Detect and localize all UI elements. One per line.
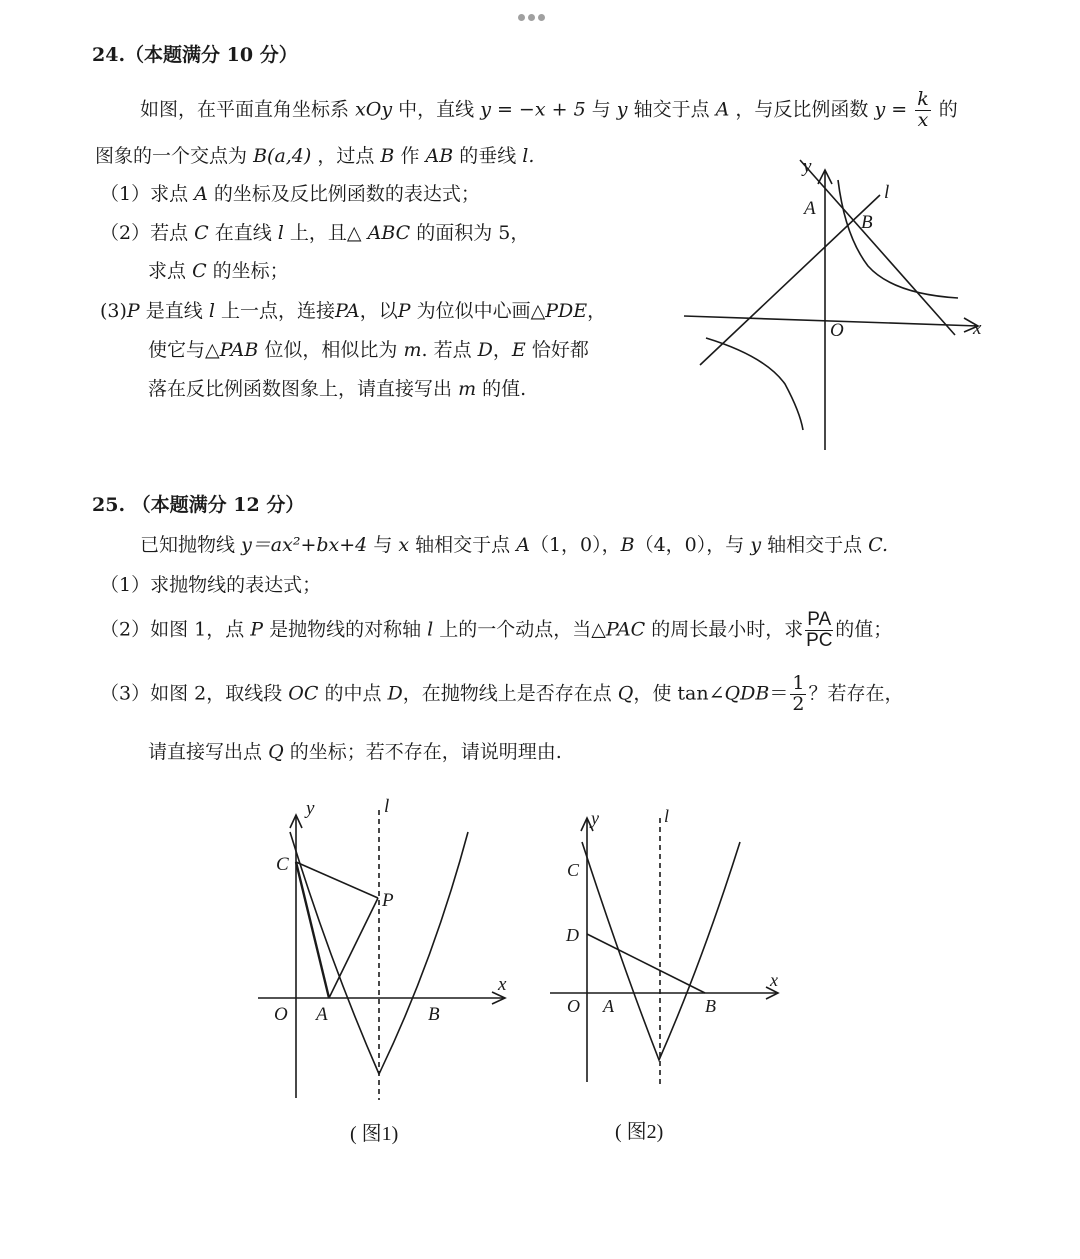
fig2-label-A: A (603, 996, 614, 1016)
fig1-label-A: A (316, 1004, 328, 1025)
q25-math: y＝ax²+bx+4 (241, 534, 368, 556)
q25-text: ？若存在， (808, 682, 904, 705)
q25-text: ＝ (769, 682, 789, 705)
q24-text: 上，且△ (289, 222, 362, 244)
q24-math: y = −x + 5 (480, 98, 586, 121)
q25-math: OC (288, 682, 319, 705)
q24-text: 在直线 (214, 222, 272, 244)
q24-math: D (477, 339, 493, 361)
q25-text: （1，0）， (529, 534, 621, 556)
q25-figure-2 (545, 795, 790, 1155)
q24-text: （1）求点 (100, 183, 189, 205)
q24-math: l (208, 300, 215, 322)
fraction-numerator: k (917, 88, 929, 110)
q24-part2-line2 (148, 256, 289, 283)
hyperbola-branch-lower (706, 338, 803, 430)
q24-title: 24.（本题满分 10 分） (92, 44, 298, 66)
fig2-label-x: x (770, 970, 778, 990)
q25-text: （3）如图 2，取线段 (100, 682, 283, 705)
q24-intro-line1 (140, 90, 958, 131)
q25-text: ，在抛物线上是否存在点 (402, 682, 612, 705)
q25-text: 轴相交于点 (767, 534, 863, 556)
q24-math: AB (425, 145, 454, 167)
q24-text: 中，直线 (398, 98, 475, 121)
q24-text: 的面积为 5， (416, 222, 530, 244)
q24-figure (670, 150, 990, 460)
q24-text: 为位似中心画△ (416, 300, 546, 322)
q25-intro (140, 530, 888, 557)
segment-CP (296, 862, 378, 898)
q24-part3 (100, 296, 606, 323)
fig1-label-B: B (428, 1004, 440, 1025)
fig24-label-x: x (973, 318, 982, 339)
q25-text: 与 (373, 534, 393, 556)
q24-math: P (397, 300, 411, 322)
more-dots-icon[interactable] (518, 6, 548, 25)
fig24-label-A: A (804, 198, 816, 219)
fig2-label-C: C (567, 860, 580, 880)
q24-text: 轴交于点 (633, 98, 710, 121)
fig24-label-l: l (884, 182, 890, 203)
q24-text: 的 (938, 98, 958, 121)
q24-text: ， (492, 339, 512, 361)
q24-math: xOy (355, 98, 393, 121)
q25-part2 (100, 610, 892, 651)
q24-text: 与 (591, 98, 611, 121)
q24-math: P (126, 300, 140, 322)
fig1-label-O: O (274, 1004, 288, 1025)
q24-math: l (277, 222, 284, 244)
fig2-caption: ( 图2) (615, 1121, 664, 1143)
q24-math: y (616, 98, 628, 121)
segment-CA (296, 862, 329, 998)
q24-text: 的坐标； (212, 260, 289, 282)
q25-text: 的中点 (324, 682, 382, 705)
perpendicular-line-l (700, 195, 880, 365)
q25-math: x (398, 534, 410, 556)
fig2-label-D: D (566, 925, 579, 945)
q25-text: ，使 tan∠ (633, 682, 725, 705)
fig1-label-l: l (384, 796, 390, 817)
q24-math: C (194, 222, 209, 244)
fig2-label-y: y (591, 808, 599, 828)
q24-text: 是直线 (145, 300, 203, 322)
q24-text: 使它与△ (148, 339, 220, 361)
q25-figure-1 (250, 790, 520, 1160)
q25-text: 已知抛物线 (140, 534, 236, 556)
q24-math: m (403, 339, 422, 361)
q24-math: PDE (545, 300, 588, 322)
q24-math: PAB (219, 339, 259, 361)
q25-math: l (427, 618, 434, 641)
q24-intro-line2 (95, 141, 534, 168)
q24-text: (3) (100, 300, 127, 322)
q25-math: D (387, 682, 403, 705)
fraction-numerator: 1 (792, 672, 805, 694)
q25-text: 的周长最小时，求 (651, 618, 804, 641)
fig1-label-C: C (276, 854, 289, 875)
fig1-label-P: P (382, 890, 394, 911)
fraction-denominator: x (917, 108, 929, 131)
q24-text: ，以 (359, 300, 398, 322)
q25-part3-line2 (148, 737, 562, 764)
q24-math: E (511, 339, 526, 361)
fraction-numerator: PA (807, 609, 832, 630)
q24-part3-line2 (148, 335, 589, 362)
q25-text: 的坐标；若不存在，请说明理由. (289, 741, 562, 763)
q24-math: y = (874, 98, 908, 121)
q25-part1: （1）求抛物线的表达式； (100, 574, 322, 596)
fig24-label-B: B (861, 212, 873, 233)
q24-text: 恰好都 (531, 339, 589, 361)
fig1-label-y: y (306, 798, 315, 819)
q25-math: Q (268, 741, 284, 763)
q24-text: （2）若点 (100, 222, 189, 244)
q25-math: P (250, 618, 264, 641)
q24-text: 位似，相似比为 (264, 339, 398, 361)
q25-math: C. (868, 534, 889, 556)
q25-fraction-one-half (790, 674, 806, 715)
q24-math: l. (522, 145, 535, 167)
q24-part2 (100, 218, 529, 245)
q24-text: . 若点 (421, 339, 472, 361)
fig1-caption: ( 图1) (350, 1123, 399, 1145)
q24-text: 图象的一个交点为 (95, 145, 248, 167)
q24-math: A (194, 183, 208, 205)
q25-math: QDB (724, 682, 770, 705)
fig24-label-O: O (830, 320, 844, 341)
q25-text: 请直接写出点 (148, 741, 263, 763)
q24-math: ABC (367, 222, 411, 244)
q25-math: A (516, 534, 530, 556)
q25-title: 25. （本题满分 12 分） (92, 494, 305, 516)
q24-text: 求点 (148, 260, 187, 282)
parabola (582, 842, 740, 1060)
hyperbola-branch-upper (838, 180, 958, 298)
q24-text: 的垂线 (459, 145, 517, 167)
q25-text: （2）如图 1，点 (100, 618, 245, 641)
fig2-label-B: B (705, 996, 716, 1016)
fraction-denominator: PC (806, 629, 833, 651)
q25-text: 是抛物线的对称轴 (269, 618, 422, 641)
q25-text: （4，0），与 (634, 534, 745, 556)
q25-part3 (100, 674, 903, 715)
q24-text: 落在反比例函数图象上，请直接写出 (148, 378, 453, 400)
q24-fraction-k-over-x (915, 90, 931, 131)
q24-part3-line3 (148, 374, 526, 401)
segment-PA (329, 898, 378, 998)
fig2-label-O: O (567, 996, 580, 1016)
fraction-denominator: 2 (792, 692, 805, 715)
fig24-label-y: y (803, 156, 812, 177)
q25-fraction-pa-over-pc (805, 610, 833, 651)
q24-text: 的值. (482, 378, 527, 400)
q24-text: ，与反比例函数 (735, 98, 869, 121)
fig2-label-l: l (664, 806, 670, 826)
q24-math: B (380, 145, 395, 167)
q24-text: ，过点 (317, 145, 375, 167)
q24-math: PA (334, 300, 360, 322)
q24-math: B(a,4) (253, 145, 312, 167)
q24-math: A (715, 98, 730, 121)
q25-text: 上的一个动点，当△ (439, 618, 606, 641)
q24-text: 上一点，连接 (220, 300, 335, 322)
q25-math: y (750, 534, 762, 556)
q24-text: 作 (400, 145, 420, 167)
q25-math: Q (617, 682, 634, 705)
q24-text: ， (587, 300, 607, 322)
fig1-label-x: x (498, 974, 507, 995)
q25-text: 的值； (835, 618, 893, 641)
q25-math: PAC (605, 618, 646, 641)
q25-math: B (620, 534, 635, 556)
q24-math: C (192, 260, 207, 282)
q24-math: m (458, 378, 477, 400)
segment-DB (587, 934, 705, 993)
q24-part1 (100, 179, 480, 206)
q24-text: 如图，在平面直角坐标系 (140, 98, 350, 121)
q25-text: 轴相交于点 (415, 534, 511, 556)
q24-text: 的坐标及反比例函数的表达式； (213, 183, 480, 205)
